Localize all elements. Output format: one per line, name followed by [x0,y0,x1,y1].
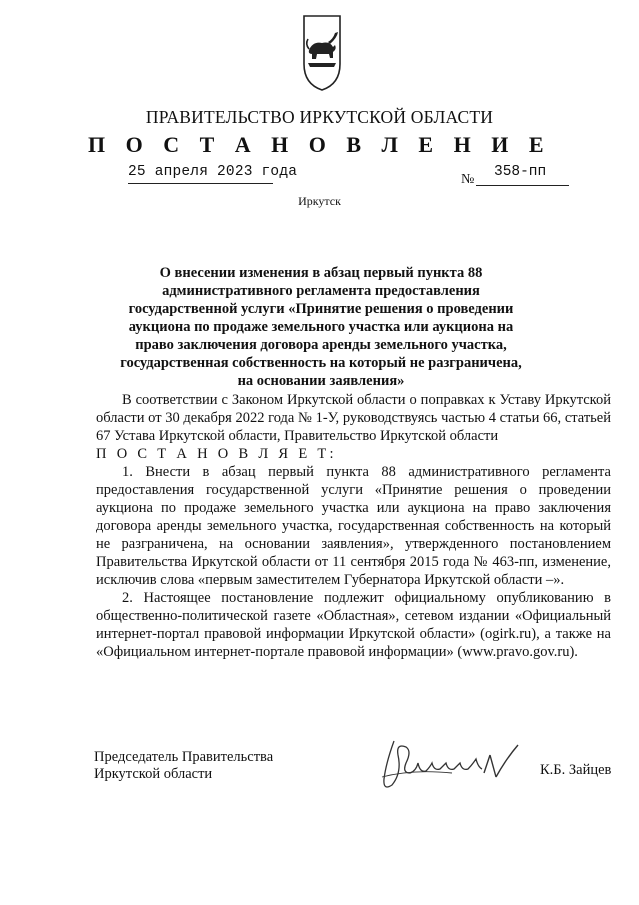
document-title: О внесении изменения в абзац первый пункта 88 административного регламента предоставления государственной услуги «Принятие решения о проведении аукциона по продаже земельного участка или аукциона на право заключения договора аренды земельного участка, государственная собственность на который не разграничена, на основании заявления» [120,265,522,389]
authority-name: ПРАВИТЕЛЬСТВО ИРКУТСКОЙ ОБЛАСТИ [145,107,494,127]
document-body [96,391,611,661]
item-1-paragraph: 1. Внести в абзац первый пункта 88 административного регламента предоставления государственной услуги «Принятие решения о проведении аукциона по продаже земельного участка или аукциона на право заключения договора аренды земельного участка, государственная собственность на который не разграничена, на основании заявления», утвержденного постановлением Правительства Иркутской области от 11 сентября 2015 года № 463-пп, изменение, исключив слова «первым заместителем Губернатора Иркутской области –». [96,464,611,588]
document-number: 358-пп [494,164,547,180]
date-underline [128,183,273,184]
coat-of-arms-icon [300,14,344,92]
signer-position-line-2: Иркутской области [94,766,213,782]
resolves-heading: П О С Т А Н О В Л Я Е Т: [96,446,337,462]
city: Иркутск [298,194,341,208]
signer-name: К.Б. Зайцев [540,762,612,778]
item-2-paragraph: 2. Настоящее постановление подлежит официальному опубликованию в общественно-политической газете «Областная», сетевом издании «Официальный интернет-портал правовой информации Иркутской области» (ogirk.ru), а также на «Официальном интернет-портале правовой информации» (www.pravo.gov.ru). [96,590,611,660]
signer-position [94,749,273,783]
handwritten-signature-icon [372,733,524,793]
number-underline [476,185,569,186]
document-date: 25 апреля 2023 года [128,164,298,180]
preamble-paragraph: В соответствии с Законом Иркутской области о поправках к Уставу Иркутской области от 30 декабря 2022 года № 1-У, руководствуясь частью 4 статьи 66, статьей 67 Устава Иркутской области, Правительство Иркутской области [96,392,611,444]
signer-position-line-1: Председатель Правительства [94,749,274,765]
number-label: № [461,172,475,187]
document-type: П О С Т А Н О В Л Е Н И Е [87,132,552,157]
